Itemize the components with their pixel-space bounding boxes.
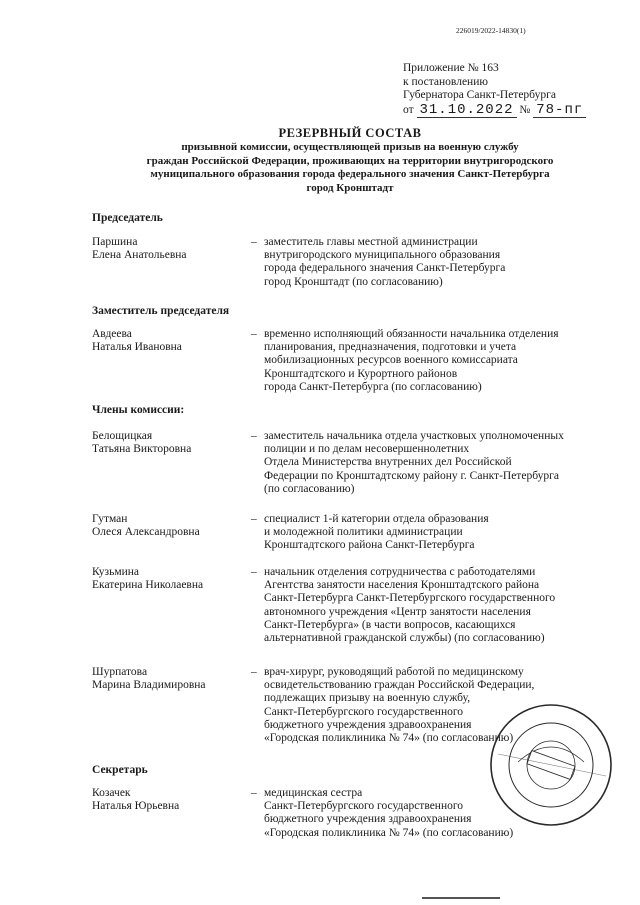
member-position — [264, 236, 624, 289]
surname: Паршина — [92, 236, 138, 248]
dash: – — [251, 666, 257, 678]
position-line: город Кронштадт (по согласованию) — [264, 275, 443, 288]
section-deputy: Заместитель председателя — [92, 305, 230, 317]
bottom-mark — [422, 897, 500, 899]
position-line: мобилизационных ресурсов военного комиссариата — [264, 354, 518, 367]
given-names: Екатерина Николаевна — [92, 579, 204, 592]
position-line: заместитель главы местной администрации — [264, 236, 478, 248]
position-line: специалист 1-й категории отдела образования — [264, 513, 489, 525]
dash: – — [251, 328, 257, 340]
surname: Гутман — [92, 513, 128, 525]
member-name — [92, 787, 242, 813]
member-name — [92, 328, 242, 354]
position-line: начальник отделения сотрудничества с работодателями — [264, 566, 536, 578]
dash: – — [251, 566, 257, 578]
dash: – — [251, 787, 257, 799]
member-position — [264, 513, 624, 553]
position-line: города федерального значения Санкт-Петербурга — [264, 262, 506, 275]
position-line: «Городская поликлиника № 74» (по согласованию) — [264, 826, 514, 839]
position-line: автономного учреждения «Центр занятости населения — [264, 605, 531, 618]
position-line: внутригородского муниципального образования — [264, 249, 501, 262]
dash: – — [251, 236, 257, 248]
position-line: планирования, предназначения, подготовки и учета — [264, 341, 517, 354]
position-line: Санкт-Петербурга» (в части вопросов, касающихся — [264, 618, 516, 631]
position-line: Кронштадтского и Курортного районов — [264, 367, 458, 380]
subtitle-line: город Кронштадт — [306, 181, 394, 194]
appendix-number: Приложение № 163 — [403, 62, 499, 74]
surname: Шурпатова — [92, 666, 148, 678]
appendix-ref: к постановлению — [403, 75, 488, 88]
number-prefix: № — [519, 103, 531, 116]
surname: Кузьмина — [92, 566, 140, 578]
position-line: врач-хирург, руководящий работой по медицинскому — [264, 666, 524, 678]
given-names: Марина Владимировна — [92, 679, 206, 692]
position-line: альтернативной гражданской службы) (по согласованию) — [264, 632, 545, 645]
position-line: освидетельствованию граждан Российской Федерации, — [264, 679, 535, 692]
position-line: города Санкт-Петербурга (по согласованию) — [264, 380, 482, 393]
section-members: Члены комиссии: — [92, 404, 185, 416]
document-subtitle — [90, 141, 610, 195]
position-line: Агентства занятости населения Кронштадтского района — [264, 579, 540, 592]
member-position — [264, 430, 624, 496]
official-stamp — [488, 702, 614, 828]
position-line: Санкт-Петербурга Санкт-Петербургского государственного — [264, 592, 556, 605]
given-names: Елена Анатольевна — [92, 249, 187, 262]
member-name — [92, 666, 242, 692]
given-names: Наталья Ивановна — [92, 341, 182, 354]
member-name — [92, 430, 242, 456]
section-chair: Председатель — [92, 212, 163, 224]
date-prefix: от — [403, 103, 414, 116]
subtitle-line: граждан Российской Федерации, проживающих на территории внутригородского — [146, 154, 554, 167]
document-id: 226019/2022-14830(1) — [456, 26, 526, 35]
position-line: временно исполняющий обязанности начальника отделения — [264, 328, 559, 340]
given-names: Татьяна Викторовна — [92, 443, 192, 456]
member-position — [264, 328, 624, 394]
position-line: заместитель начальника отдела участковых уполномоченных — [264, 430, 564, 442]
subtitle-line: призывной комиссии, осуществляющей призыв на военную службу — [181, 141, 519, 153]
member-name — [92, 566, 242, 592]
document-title: РЕЗЕРВНЫЙ СОСТАВ — [278, 126, 422, 140]
given-names: Наталья Юрьевна — [92, 800, 180, 813]
position-line: медицинская сестра — [264, 787, 363, 799]
handwritten-date: 31.10.2022 — [417, 103, 517, 118]
dash: – — [251, 430, 257, 442]
position-line: Отдела Министерства внутренних дел Российской — [264, 456, 512, 469]
position-line: «Городская поликлиника № 74» (по согласованию) — [264, 732, 514, 745]
position-line: Федерации по Кронштадтскому району г. Санкт-Петербурга — [264, 469, 559, 482]
surname: Козачек — [92, 787, 131, 799]
member-name — [92, 513, 242, 539]
dash: – — [251, 513, 257, 525]
position-line: Кронштадтского района Санкт-Петербурга — [264, 539, 475, 552]
position-line: (по согласованию) — [264, 482, 355, 495]
surname: Авдеева — [92, 328, 132, 340]
appendix-issuer: Губернатора Санкт-Петербурга — [403, 89, 556, 101]
position-line: Санкт-Петербургского государственного — [264, 705, 464, 718]
section-secretary: Секретарь — [92, 764, 148, 776]
surname: Белощицкая — [92, 430, 153, 442]
position-line: подлежащих призыву на военную службу, — [264, 692, 471, 705]
member-position — [264, 566, 624, 645]
position-line: и молодежной политики администрации — [264, 526, 463, 539]
position-line: бюджетного учреждения здравоохранения — [264, 813, 472, 826]
position-line: полиции и по делам несовершеннолетних — [264, 443, 470, 456]
member-name — [92, 236, 242, 262]
position-line: бюджетного учреждения здравоохранения — [264, 718, 472, 731]
subtitle-line: муниципального образования города федерального значения Санкт-Петербурга — [150, 168, 550, 180]
position-line: Санкт-Петербургского государственного — [264, 800, 464, 813]
appendix-block — [403, 62, 586, 118]
handwritten-number: 78-пг — [533, 103, 586, 118]
given-names: Олеся Александровна — [92, 526, 200, 539]
appendix-date-line — [403, 103, 586, 118]
